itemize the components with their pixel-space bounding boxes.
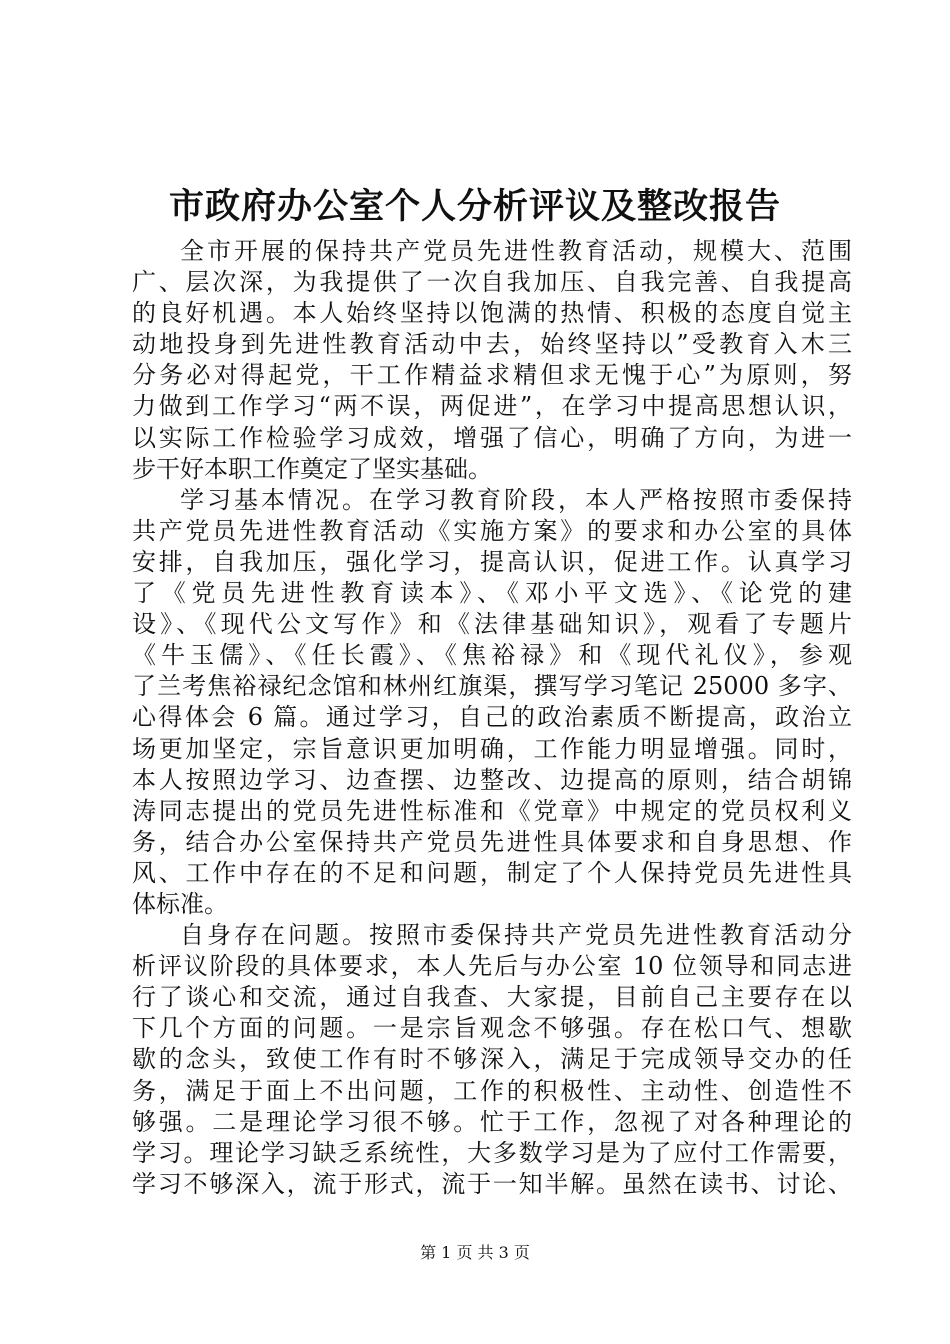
text-line: 力做到工作学习“两不误，两促进”，在学习中提高思想认识， (132, 392, 852, 421)
paragraph-problems (132, 920, 852, 1200)
text-line: 学习不够深入，流于形式，流于一知半解。虽然在读书、讨论、 (132, 1169, 852, 1198)
text-line: 的良好机遇。本人始终坚持以饱满的热情、积极的态度自觉主 (132, 299, 852, 328)
text-line: 务，结合办公室保持共产党员先进性具体要求和自身思想、作 (132, 827, 852, 856)
text-line: 体标准。 (132, 889, 228, 918)
text-line: 本人按照边学习、边查摆、边整改、边提高的原则，结合胡锦 (132, 765, 852, 794)
text-line: 涛同志提出的党员先进性标准和《党章》中规定的党员权利义 (132, 796, 852, 825)
text-line: 够强。二是理论学习很不够。忙于工作，忽视了对各种理论的 (132, 1107, 852, 1136)
text-line: 了兰考焦裕禄纪念馆和林州红旗渠，撰写学习笔记 25000 多字、 (132, 672, 852, 701)
text-line: 步干好本职工作奠定了坚实基础。 (132, 454, 492, 483)
text-line: 以实际工作检验学习成效，增强了信心，明确了方向，为进一 (132, 423, 852, 452)
paragraph-intro (132, 236, 852, 485)
text-line: 学习基本情况。在学习教育阶段，本人严格按照市委保持 (180, 485, 852, 514)
text-line: 分务必对得起党，干工作精益求精但求无愧于心”为原则，努 (132, 361, 852, 390)
text-line: 下几个方面的问题。一是宗旨观念不够强。存在松口气、想歇 (132, 1014, 852, 1043)
text-line: 风、工作中存在的不足和问题，制定了个人保持党员先进性具 (132, 858, 852, 887)
text-line: 心得体会 6 篇。通过学习，自己的政治素质不断提高，政治立 (132, 703, 852, 732)
page-number: 第 1 页 共 3 页 (420, 1243, 530, 1262)
text-line: 学习。理论学习缺乏系统性，大多数学习是为了应付工作需要， (132, 1138, 852, 1167)
text-line: 广、层次深，为我提供了一次自我加压、自我完善、自我提高 (132, 268, 852, 297)
text-line: 务，满足于面上不出问题，工作的积极性、主动性、创造性不 (132, 1076, 852, 1105)
text-line: 安排，自我加压，强化学习，提高认识，促进工作。认真学习 (132, 547, 852, 576)
text-line: 行了谈心和交流，通过自我查、大家提，目前自己主要存在以 (132, 983, 852, 1012)
paragraph-study-status (132, 485, 852, 920)
text-line: 了《党员先进性教育读本》、《邓小平文选》、《论党的建 (132, 579, 852, 608)
document-body (132, 236, 852, 1200)
text-line: 自身存在问题。按照市委保持共产党员先进性教育活动分 (180, 921, 852, 950)
page-footer (0, 1241, 950, 1265)
text-line: 设》、《现代公文写作》和《法律基础知识》，观看了专题片 (132, 610, 852, 639)
text-line: 场更加坚定，宗旨意识更加明确，工作能力明显增强。同时， (132, 734, 852, 763)
text-line: 共产党员先进性教育活动《实施方案》的要求和办公室的具体 (132, 516, 852, 545)
text-line: 《牛玉儒》、《任长霞》、《焦裕禄》和《现代礼仪》，参观 (132, 641, 852, 670)
text-line: 动地投身到先进性教育活动中去，始终坚持以”受教育入木三 (132, 330, 852, 359)
document-title: 市政府办公室个人分析评议及整改报告 (168, 186, 781, 227)
text-line: 全市开展的保持共产党员先进性教育活动，规模大、范围 (180, 237, 852, 265)
text-line: 析评议阶段的具体要求，本人先后与办公室 10 位领导和同志进 (132, 952, 852, 981)
text-line: 歇的念头，致使工作有时不够深入，满足于完成领导交办的任 (132, 1045, 852, 1074)
